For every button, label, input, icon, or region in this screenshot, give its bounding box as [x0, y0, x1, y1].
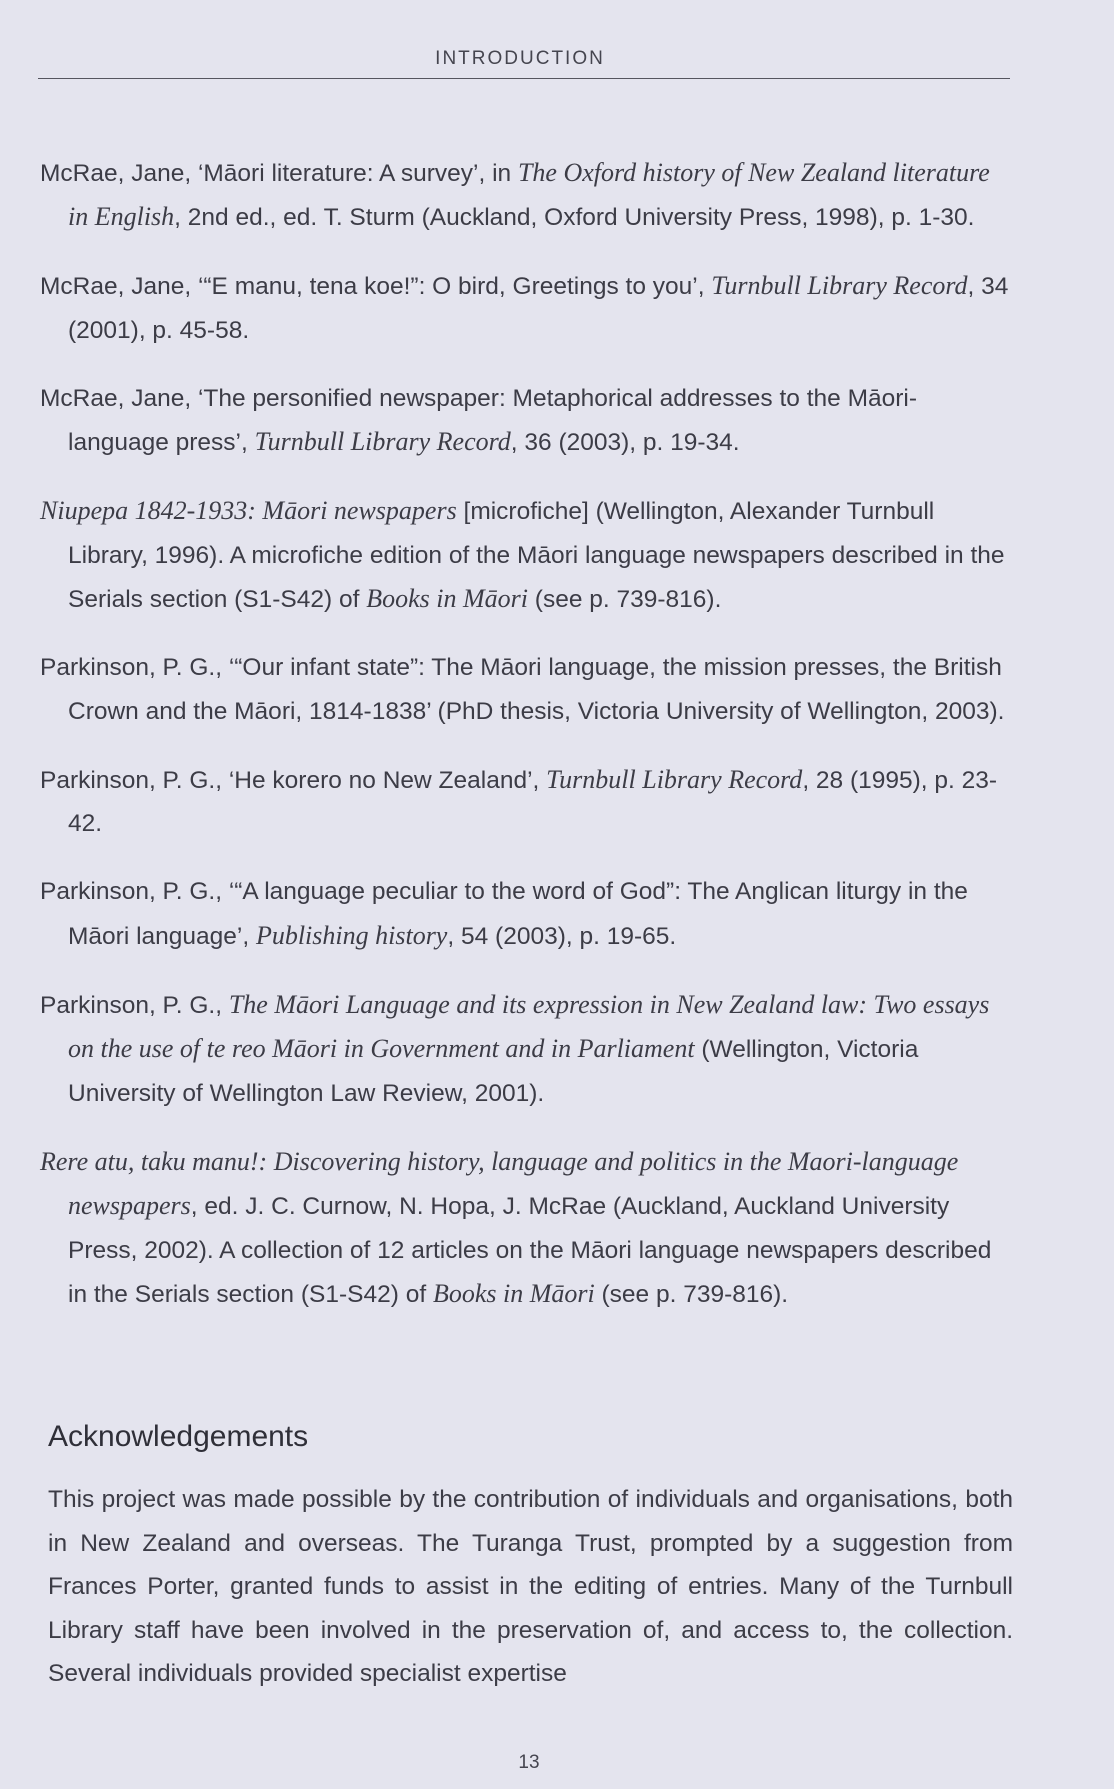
title-italic: The Oxford history of New Zealand literature in English — [68, 157, 990, 231]
entry-text: , 34 (2001), p. 45-58. — [68, 273, 1009, 344]
bibliography-list — [40, 126, 1010, 1325]
title-italic: Books in Māori — [432, 1279, 595, 1308]
acknowledgements-paragraph: This project was made possible by the contribution of individuals and organisations, both in New Zealand and overseas. The Turanga Trust, prompted by a suggestion from Frances Porter, granted funds to assist in the editing of entries. Many of the Turnbull Library staff have been involved in the preservation of, and access to, the collection. Several individuals provided specialist expertise — [48, 1486, 1013, 1687]
bibliography-entry — [40, 264, 1010, 352]
header-rule — [38, 78, 1010, 79]
bibliography-entry — [40, 377, 1010, 465]
title-italic: Niupepa 1842-1933: Māori newspapers — [40, 496, 457, 525]
title-italic: Turnbull Library Record — [254, 427, 511, 456]
title-italic: Books in Māori — [366, 584, 528, 613]
bibliography-entry — [40, 870, 1010, 958]
running-head: INTRODUCTION — [435, 48, 605, 69]
bibliography-entry — [40, 983, 1010, 1116]
bibliography-entry — [40, 151, 1010, 240]
entry-text: McRae, Jane, ‘The personified newspaper: Metaphorical addresses to the Māori-language press’, — [40, 384, 917, 456]
entry-text: McRae, Jane, ‘Māori literature: A survey’, in — [40, 159, 518, 187]
entry-text: [microfiche] (Wellington, Alexander Turnbull Library, 1996). A microfiche edition of the Māori language newspapers described in the Serials section (S1-S42) of — [68, 498, 1005, 613]
entry-text: , 28 (1995), p. 23-42. — [68, 766, 998, 837]
title-italic: Publishing history — [255, 920, 448, 950]
bibliography-entry — [40, 1140, 1010, 1317]
bibliography-entry — [40, 646, 1010, 733]
bibliography-entry — [40, 489, 1010, 622]
title-italic: Turnbull Library Record — [546, 764, 803, 794]
entry-text: , ed. J. C. Curnow, N. Hopa, J. McRae (Auckland, Auckland University Press, 2002). A collection of 12 articles on the Māori language newspapers described in the Serials section (S1-S42) of — [68, 1193, 992, 1308]
entry-text: , 2nd ed., ed. T. Sturm (Auckland, Oxford University Press, 1998), p. 1-30. — [174, 204, 975, 231]
entry-text: , 54 (2003), p. 19-65. — [447, 922, 677, 950]
entry-text: McRae, Jane, ‘“E manu, tena koe!”: O bird, Greetings to you’, — [40, 273, 712, 300]
entry-text: Parkinson, P. G., ‘“A language peculiar to the word of God”: The Anglican liturgy in the Māori language’, — [40, 878, 968, 950]
page-number: 13 — [518, 1752, 540, 1773]
entry-text: (see p. 739-816). — [594, 1281, 789, 1308]
title-italic: Rere atu, taku manu!: Discovering history, language and politics in the Maori-language newspapers — [40, 1146, 959, 1220]
entry-text: Parkinson, P. G., ‘He korero no New Zealand’, — [40, 766, 547, 794]
acknowledgements-heading: Acknowledgements — [48, 1420, 309, 1453]
entry-text: Parkinson, P. G., — [40, 991, 229, 1019]
entry-text: Parkinson, P. G., ‘“Our infant state”: The Māori language, the mission presses, the British Crown and the Māori, 1814-1838’ (PhD thesis, Victoria University of Wellington, 2003). — [40, 654, 1005, 725]
entry-text: , 36 (2003), p. 19-34. — [510, 429, 740, 456]
bibliography-entry — [40, 758, 1010, 846]
entry-text: (Wellington, Victoria University of Wellington Law Review, 2001). — [68, 1036, 919, 1107]
title-italic: The Māori Language and its expression in New Zealand law: Two essays on the use of te reo Māori in Government and in Parliament — [68, 989, 990, 1063]
entry-text: (see p. 739-816). — [527, 586, 722, 613]
title-italic: Turnbull Library Record — [711, 271, 968, 300]
